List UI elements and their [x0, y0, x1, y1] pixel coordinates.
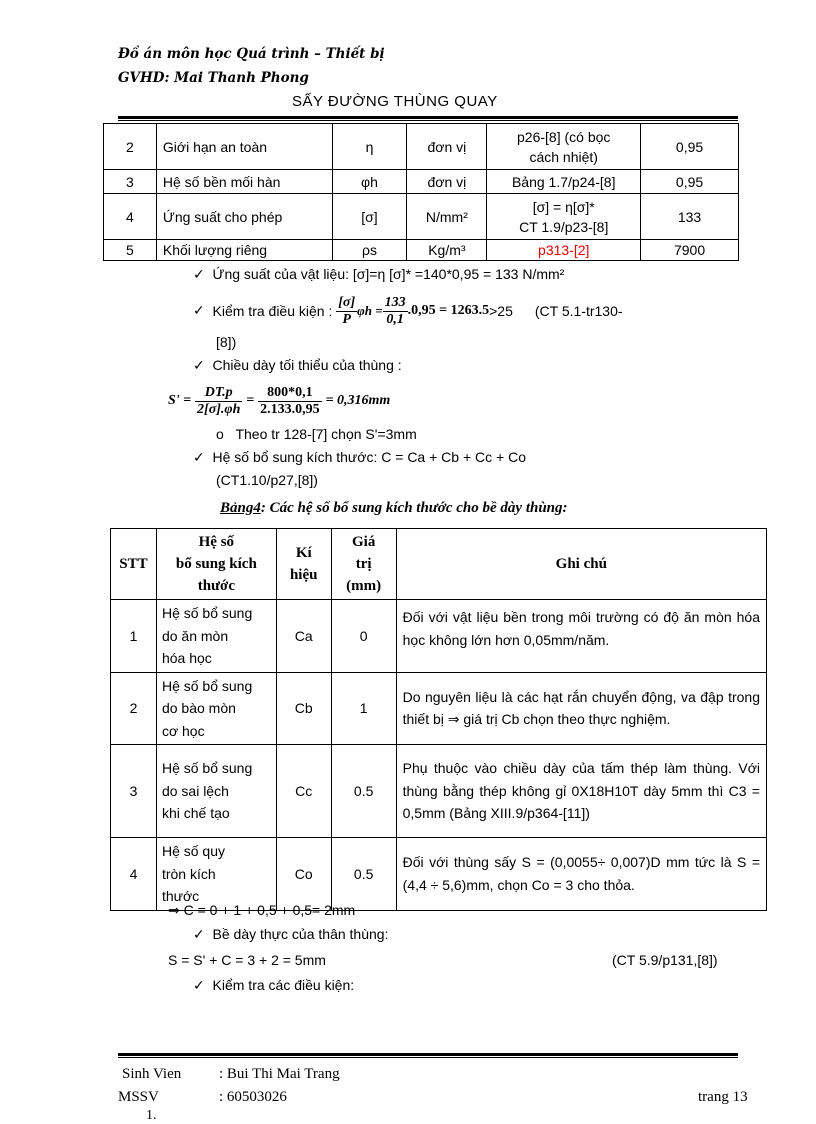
- header-rule: [118, 116, 738, 119]
- condition-prefix: Kiểm tra điều kiện :: [212, 303, 333, 319]
- footnote-marker: 1.: [146, 1108, 157, 1123]
- fraction-num: 800*0,1: [258, 385, 322, 402]
- check-icon: ✓: [193, 303, 205, 319]
- row-name: Ứng suất cho phép: [156, 194, 332, 240]
- page-number: trang 13: [698, 1089, 748, 1105]
- choose-line: [216, 426, 417, 442]
- s-reference: (CT 5.9/p131,[8]): [612, 952, 718, 968]
- header-name: [156, 529, 276, 600]
- material-table: [103, 123, 739, 261]
- fraction-133: [383, 295, 408, 328]
- row-source-l1: [σ] = η[σ]*: [532, 198, 595, 215]
- row-value: 0.5: [331, 745, 396, 838]
- student-name: : Bui Thi Mai Trang: [219, 1066, 340, 1082]
- condition-result: .0,95 = 1263.5: [407, 303, 490, 318]
- condition-ref: (CT 5.1-tr130-: [534, 303, 623, 319]
- header-note: Ghi chú: [396, 529, 766, 600]
- row-source-l1: p26-[8] (có bọc: [517, 128, 611, 145]
- header-value: [331, 529, 396, 600]
- condition-ref-cont: [8]): [216, 334, 237, 350]
- check-icon: ✓: [193, 450, 205, 466]
- thickness-formula: [168, 378, 390, 424]
- row-name: Hệ số bền mối hàn: [156, 170, 332, 194]
- header-stt: STT: [111, 529, 157, 600]
- header-symbol: [276, 529, 331, 600]
- fraction-den: 2.133.0,95: [260, 401, 320, 417]
- header-rule-thin: [118, 120, 738, 121]
- row-name-l3: cơ học: [161, 722, 205, 739]
- table-row: [104, 124, 739, 170]
- choose-text: Theo tr 128-[7] chọn S'=3mm: [235, 426, 417, 442]
- header-course: Đồ án môn học Quá trình – Thiết bị: [118, 46, 385, 62]
- fraction-den: 2[σ].φh: [197, 401, 241, 417]
- page-title: SẤY ĐƯỜNG THÙNG QUAY: [292, 93, 498, 110]
- phi-symbol: φh =: [357, 303, 383, 318]
- row-name-l3: thước: [161, 888, 200, 904]
- row-no: 5: [104, 240, 157, 261]
- fraction-den: P: [342, 311, 351, 327]
- row-name-l1: Hệ số quy: [161, 843, 225, 859]
- footer-rule-thin: [118, 1057, 738, 1058]
- table-row: [111, 600, 767, 673]
- row-value: 0: [331, 600, 396, 673]
- row-name: Khối lượng riêng: [156, 240, 332, 261]
- thick-line: [193, 926, 388, 943]
- student-label: Sinh Vien: [122, 1066, 182, 1082]
- row-unit: đơn vị: [407, 170, 487, 194]
- header-name-l2: bổ sung kích: [175, 556, 257, 572]
- fraction-den: 0,1: [386, 311, 404, 327]
- formula-result: = 0,316mm: [325, 393, 391, 408]
- row-unit: đơn vị: [407, 124, 487, 170]
- row-stt: 3: [111, 745, 157, 838]
- row-symbol: Ca: [276, 600, 331, 673]
- row-note: Do nguyên liệu là các hạt rắn chuyển động, va đập trong thiết bị ⇒ giá trị Cb chọn theo thực nghiệm.: [396, 672, 766, 745]
- table-row: [111, 672, 767, 745]
- row-symbol: Cb: [276, 672, 331, 745]
- row-source-link: p313-[2]: [487, 240, 641, 261]
- row-name: [156, 838, 276, 911]
- coefficient-table: [110, 528, 767, 911]
- row-name: [156, 600, 276, 673]
- check-icon: ✓: [193, 927, 205, 943]
- row-no: 2: [104, 124, 157, 170]
- row-value: 0,95: [641, 124, 739, 170]
- row-source: [487, 124, 641, 170]
- row-no: 4: [104, 194, 157, 240]
- row-name: [156, 745, 276, 838]
- row-note: Đối với vật liệu bền trong môi trường có độ ăn mòn hóa học không lớn hơn 0,05mm/năm.: [396, 600, 766, 673]
- header-sym-l1: Kí: [295, 545, 312, 561]
- coef-ref: (CT1.10/p27,[8]): [216, 472, 318, 488]
- row-name-l2: do ăn mòn: [161, 627, 229, 644]
- formula-lhs: S' =: [168, 393, 192, 408]
- row-name-l2: do sai lệch: [161, 782, 229, 799]
- footer-rule: [118, 1053, 738, 1056]
- stress-line: [193, 266, 564, 283]
- condition-line: [193, 288, 623, 334]
- check2-line: [193, 977, 354, 994]
- row-source: Bảng 1.7/p24-[8]: [487, 170, 641, 194]
- row-symbol: φh: [332, 170, 407, 194]
- table-row: [104, 194, 739, 240]
- formula-fraction-2: [258, 385, 322, 418]
- row-note: Phụ thuộc vào chiều dày của tấm thép làm thùng. Với thùng bằng thép không gỉ 0X18H10T dày 5mm thì C3 = 0,5mm (Bảng XIII.9/p364-[11]): [396, 745, 766, 838]
- fraction-num: 133: [384, 294, 406, 310]
- row-name-l2: tròn kích: [161, 865, 216, 882]
- fraction-num: DT.p: [195, 385, 242, 402]
- row-unit: Kg/m³: [407, 240, 487, 261]
- check-icon: ✓: [193, 978, 205, 994]
- row-unit: N/mm²: [407, 194, 487, 240]
- table2-caption: [220, 500, 568, 517]
- header-sym-l2: hiệu: [289, 567, 318, 583]
- min-thickness-text: Chiều dày tối thiểu của thùng :: [212, 357, 402, 373]
- table-row: [111, 745, 767, 838]
- row-name-l1: Hệ số bổ sung: [161, 605, 253, 621]
- mssv-label: MSSV: [118, 1089, 159, 1105]
- fraction-sigma-p: [336, 295, 357, 328]
- row-value: 133: [641, 194, 739, 240]
- s-equation: S = S' + C = 3 + 2 = 5mm: [168, 952, 326, 968]
- row-stt: 4: [111, 838, 157, 911]
- equals-sign: =: [246, 393, 255, 408]
- min-thickness-line: [193, 357, 402, 374]
- sum-line: ⇒ C = 0 + 1 + 0,5 + 0,5= 2mm: [168, 902, 356, 918]
- coef-text: Hệ số bổ sung kích thước: C = Ca + Cb + Cc + Co: [212, 449, 526, 465]
- table-row: [111, 838, 767, 911]
- row-source: [487, 194, 641, 240]
- check-icon: ✓: [193, 267, 205, 283]
- stress-text: Ứng suất của vật liệu: [σ]=η [σ]* =140*0,95 = 133 N/mm²: [212, 266, 565, 282]
- header-val-l2: trị: [355, 556, 372, 572]
- coef-line: [193, 449, 526, 466]
- row-value: 0.5: [331, 838, 396, 911]
- row-source-l2: cách nhiệt): [529, 148, 598, 165]
- header-advisor: GVHD: Mai Thanh Phong: [118, 70, 309, 86]
- row-symbol: Cc: [276, 745, 331, 838]
- header-name-l3: thước: [197, 578, 236, 594]
- row-name-l1: Hệ số bổ sung: [161, 677, 253, 694]
- row-symbol: [σ]: [332, 194, 407, 240]
- table-header-row: [111, 529, 767, 600]
- condition-tail: >25: [489, 303, 513, 319]
- row-symbol: ρs: [332, 240, 407, 261]
- row-value: 7900: [641, 240, 739, 261]
- formula-fraction-1: [195, 385, 242, 418]
- table-row: [104, 240, 739, 261]
- table-row: [104, 170, 739, 194]
- row-symbol: Co: [276, 838, 331, 911]
- row-stt: 1: [111, 600, 157, 673]
- row-name-l1: Hệ số bổ sung: [161, 760, 253, 777]
- header-val-l1: Giá: [351, 534, 376, 550]
- header-name-l1: Hệ số: [198, 534, 235, 550]
- row-no: 3: [104, 170, 157, 194]
- check-icon: ✓: [193, 358, 205, 374]
- row-stt: 2: [111, 672, 157, 745]
- mssv-value: : 60503026: [219, 1089, 287, 1105]
- check2-text: Kiểm tra các điều kiện:: [212, 977, 355, 993]
- row-name-l3: hóa học: [161, 650, 212, 666]
- bullet-icon: o: [216, 426, 224, 442]
- row-source-l2: CT 1.9/p23-[8]: [519, 218, 609, 235]
- row-name: [156, 672, 276, 745]
- row-symbol: η: [332, 124, 407, 170]
- row-value: 0,95: [641, 170, 739, 194]
- row-name-l3: khi chế tạo: [161, 805, 230, 822]
- row-note: Đối với thùng sấy S = (0,0055÷ 0,007)D mm tức là S = (4,4 ÷ 5,6)mm, chọn Co = 3 cho thỏa.: [396, 838, 766, 911]
- row-name: Giới hạn an toàn: [156, 124, 332, 170]
- fraction-num: [σ]: [338, 294, 356, 310]
- caption-rest: : Các hệ số bổ sung kích thước cho bề dày thùng:: [260, 500, 568, 516]
- row-value: 1: [331, 672, 396, 745]
- caption-bold: Bảng4: [220, 500, 261, 516]
- thick-text: Bề dày thực của thân thùng:: [212, 926, 389, 942]
- row-name-l2: do bào mòn: [161, 700, 236, 716]
- header-val-l3: (mm): [346, 578, 382, 594]
